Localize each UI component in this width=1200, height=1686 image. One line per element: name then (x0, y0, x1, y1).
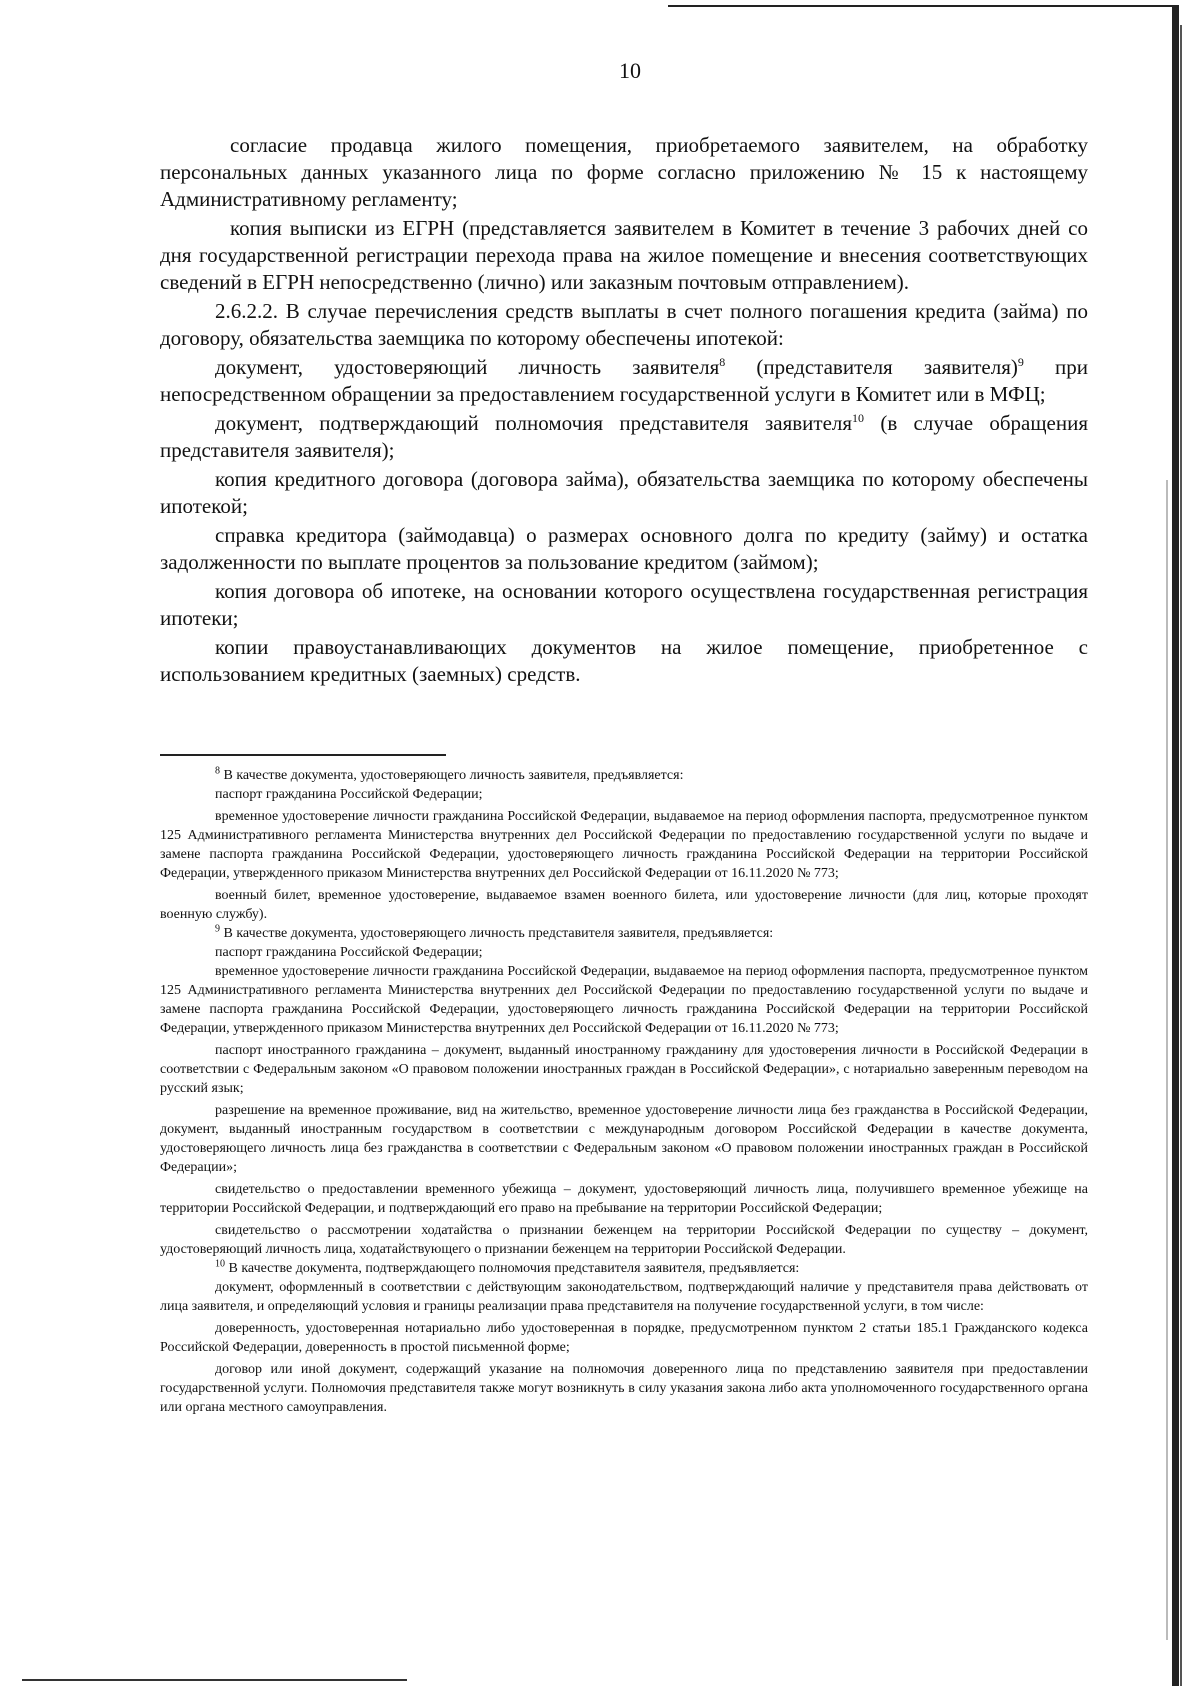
paragraph: копии правоустанавливающих документов на жилое помещение, приобретенное с использованием кредитных (заемных) средств. (160, 635, 1088, 686)
scan-edge-shadow (1166, 480, 1168, 1640)
footnote-item: паспорт гражданина Российской Федерации; (215, 945, 483, 960)
footnote-item: паспорт гражданина Российской Федерации; (215, 787, 483, 802)
footnote-ref[interactable]: 8 (719, 355, 726, 369)
footnote-ref[interactable]: 10 (852, 411, 865, 425)
footnote-item: военный билет, временное удостоверение, выдаваемое взамен военного билета, или удостоверение личности (для лиц, которые проходят военную службу). (160, 888, 1088, 922)
footnote-item: разрешение на временное проживание, вид на жительство, временное удостоверение личности лица без гражданства в Российской Федерации, документ, выданный иностранным государством в соответствии с международным договором Российской Федерации в качестве документа, удостоверяющего личность лица без гражданства в соответствии с Федеральным законом «О правовом положении иностранных граждан в Российской Федерации»; (160, 1103, 1088, 1175)
scan-edge-top (668, 5, 1178, 7)
scan-edge-bottom (22, 1679, 407, 1681)
main-text (160, 132, 1088, 688)
footnote-10 (160, 1259, 1088, 1278)
footnote-title: В качестве документа, подтверждающего полномочия представителя заявителя, предъявляется: (225, 1261, 800, 1276)
footnote-item: доверенность, удостоверенная нотариально либо удостоверенная в порядке, предусмотренном пунктом 2 статьи 185.1 Гражданского кодекса Российской Федерации, доверенность в простой письменной форме; (160, 1321, 1088, 1355)
paragraph: справка кредитора (займодавца) о размерах основного долга по кредиту (займу) и остатка задолженности по выплате процентов за пользование кредитом (займом); (160, 523, 1088, 574)
footnotes (160, 766, 1088, 1417)
paragraph: копия договора об ипотеке, на основании которого осуществлена государственная регистрация ипотеки; (160, 579, 1088, 630)
scan-edge-right (1172, 5, 1179, 1686)
paragraph: согласие продавца жилого помещения, приобретаемого заявителем, на обработку персональных данных указанного лица по форме согласно приложению № 15 к настоящему Административному регламенту; (160, 133, 1088, 211)
footnote-number: 9 (215, 923, 220, 935)
footnote-8 (160, 766, 1088, 785)
footnote-ref[interactable]: 9 (1017, 355, 1024, 369)
text-run: (представителя заявителя) (725, 355, 1018, 379)
footnote-9 (160, 924, 1088, 943)
paragraph: 2.6.2.2. В случае перечисления средств выплаты в счет полного погашения кредита (займа) по договору, обязательства заемщика по которому обеспечены ипотекой: (160, 299, 1088, 350)
footnote-title: В качестве документа, удостоверяющего личность представителя заявителя, предъявляется: (220, 926, 774, 941)
text-run: документ, удостоверяющий личность заявителя (215, 355, 720, 379)
text-run: (в случае обращения представителя заявителя); (160, 411, 1088, 462)
footnote-item: документ, оформленный в соответствии с действующим законодательством, подтверждающий наличие у представителя права действовать от лица заявителя, и определяющий условия и границы реализации права представителя на получение государственной услуги, в том числе: (160, 1280, 1088, 1314)
text-run: при непосредственном обращении за предоставлением государственной услуги в Комитет или в МФЦ; (160, 355, 1088, 406)
footnote-separator (160, 754, 446, 756)
footnote-number: 10 (215, 1258, 225, 1270)
paragraph (160, 410, 1088, 464)
text-run: документ, подтверждающий полномочия представителя заявителя (215, 411, 853, 435)
page-number: 10 (619, 58, 641, 83)
paragraph (160, 354, 1088, 408)
footnote-item: свидетельство о предоставлении временного убежища – документ, удостоверяющий личность лица, получившего временное убежище на территории Российской Федерации, и подтверждающий его право на пребывание на территории Российской Федерации; (160, 1182, 1088, 1216)
footnote-item: паспорт иностранного гражданина – документ, выданный иностранному гражданину для удостоверения личности в Российской Федерации в соответствии с Федеральным законом «О правовом положении иностранных граждан в Российской Федерации», с нотариально заверенным переводом на русский язык; (160, 1043, 1088, 1096)
paragraph: копия кредитного договора (договора займа), обязательства заемщика по которому обеспечены ипотекой; (160, 467, 1088, 518)
footnote-number: 8 (215, 765, 220, 777)
scan-edge-right-inner (1180, 25, 1182, 1686)
footnote-item: временное удостоверение личности гражданина Российской Федерации, выдаваемое на период оформления паспорта, предусмотренное пунктом 125 Административного регламента Министерства внутренних дел Российской Федерации по предоставлению государственной услуги по выдаче и замене паспорта гражданина Российской Федерации, удостоверяющего личность гражданина Российской Федерации на территории Российской Федерации, утвержденного приказом Министерства внутренних дел Российской Федерации от 16.11.2020 № 773; (160, 964, 1088, 1036)
footnote-title: В качестве документа, удостоверяющего личность заявителя, предъявляется: (220, 768, 684, 783)
footnote-item: договор или иной документ, содержащий указание на полномочия доверенного лица по представлению заявителя при предоставлении государственной услуги. Полномочия представителя также могут возникнуть в силу указания закона либо акта уполномоченного государственного органа или органа местного самоуправления. (160, 1362, 1088, 1415)
paragraph: копия выписки из ЕГРН (представляется заявителем в Комитет в течение 3 рабочих дней со дня государственной регистрации перехода права на жилое помещение и внесения соответствующих сведений в ЕГРН непосредственно (лично) или заказным почтовым отправлением). (160, 216, 1088, 294)
footnote-item: свидетельство о рассмотрении ходатайства о признании беженцем на территории Российской Федерации по существу – документ, удостоверяющий личность лица, ходатайствующего о признании беженцем на территории Российской Федерации. (160, 1223, 1088, 1257)
footnote-item: временное удостоверение личности гражданина Российской Федерации, выдаваемое на период оформления паспорта, предусмотренное пунктом 125 Административного регламента Министерства внутренних дел Российской Федерации по предоставлению государственной услуги по выдаче и замене паспорта гражданина Российской Федерации, удостоверяющего личность гражданина Российской Федерации на территории Российской Федерации, утвержденного приказом Министерства внутренних дел Российской Федерации от 16.11.2020 № 773; (160, 809, 1088, 881)
